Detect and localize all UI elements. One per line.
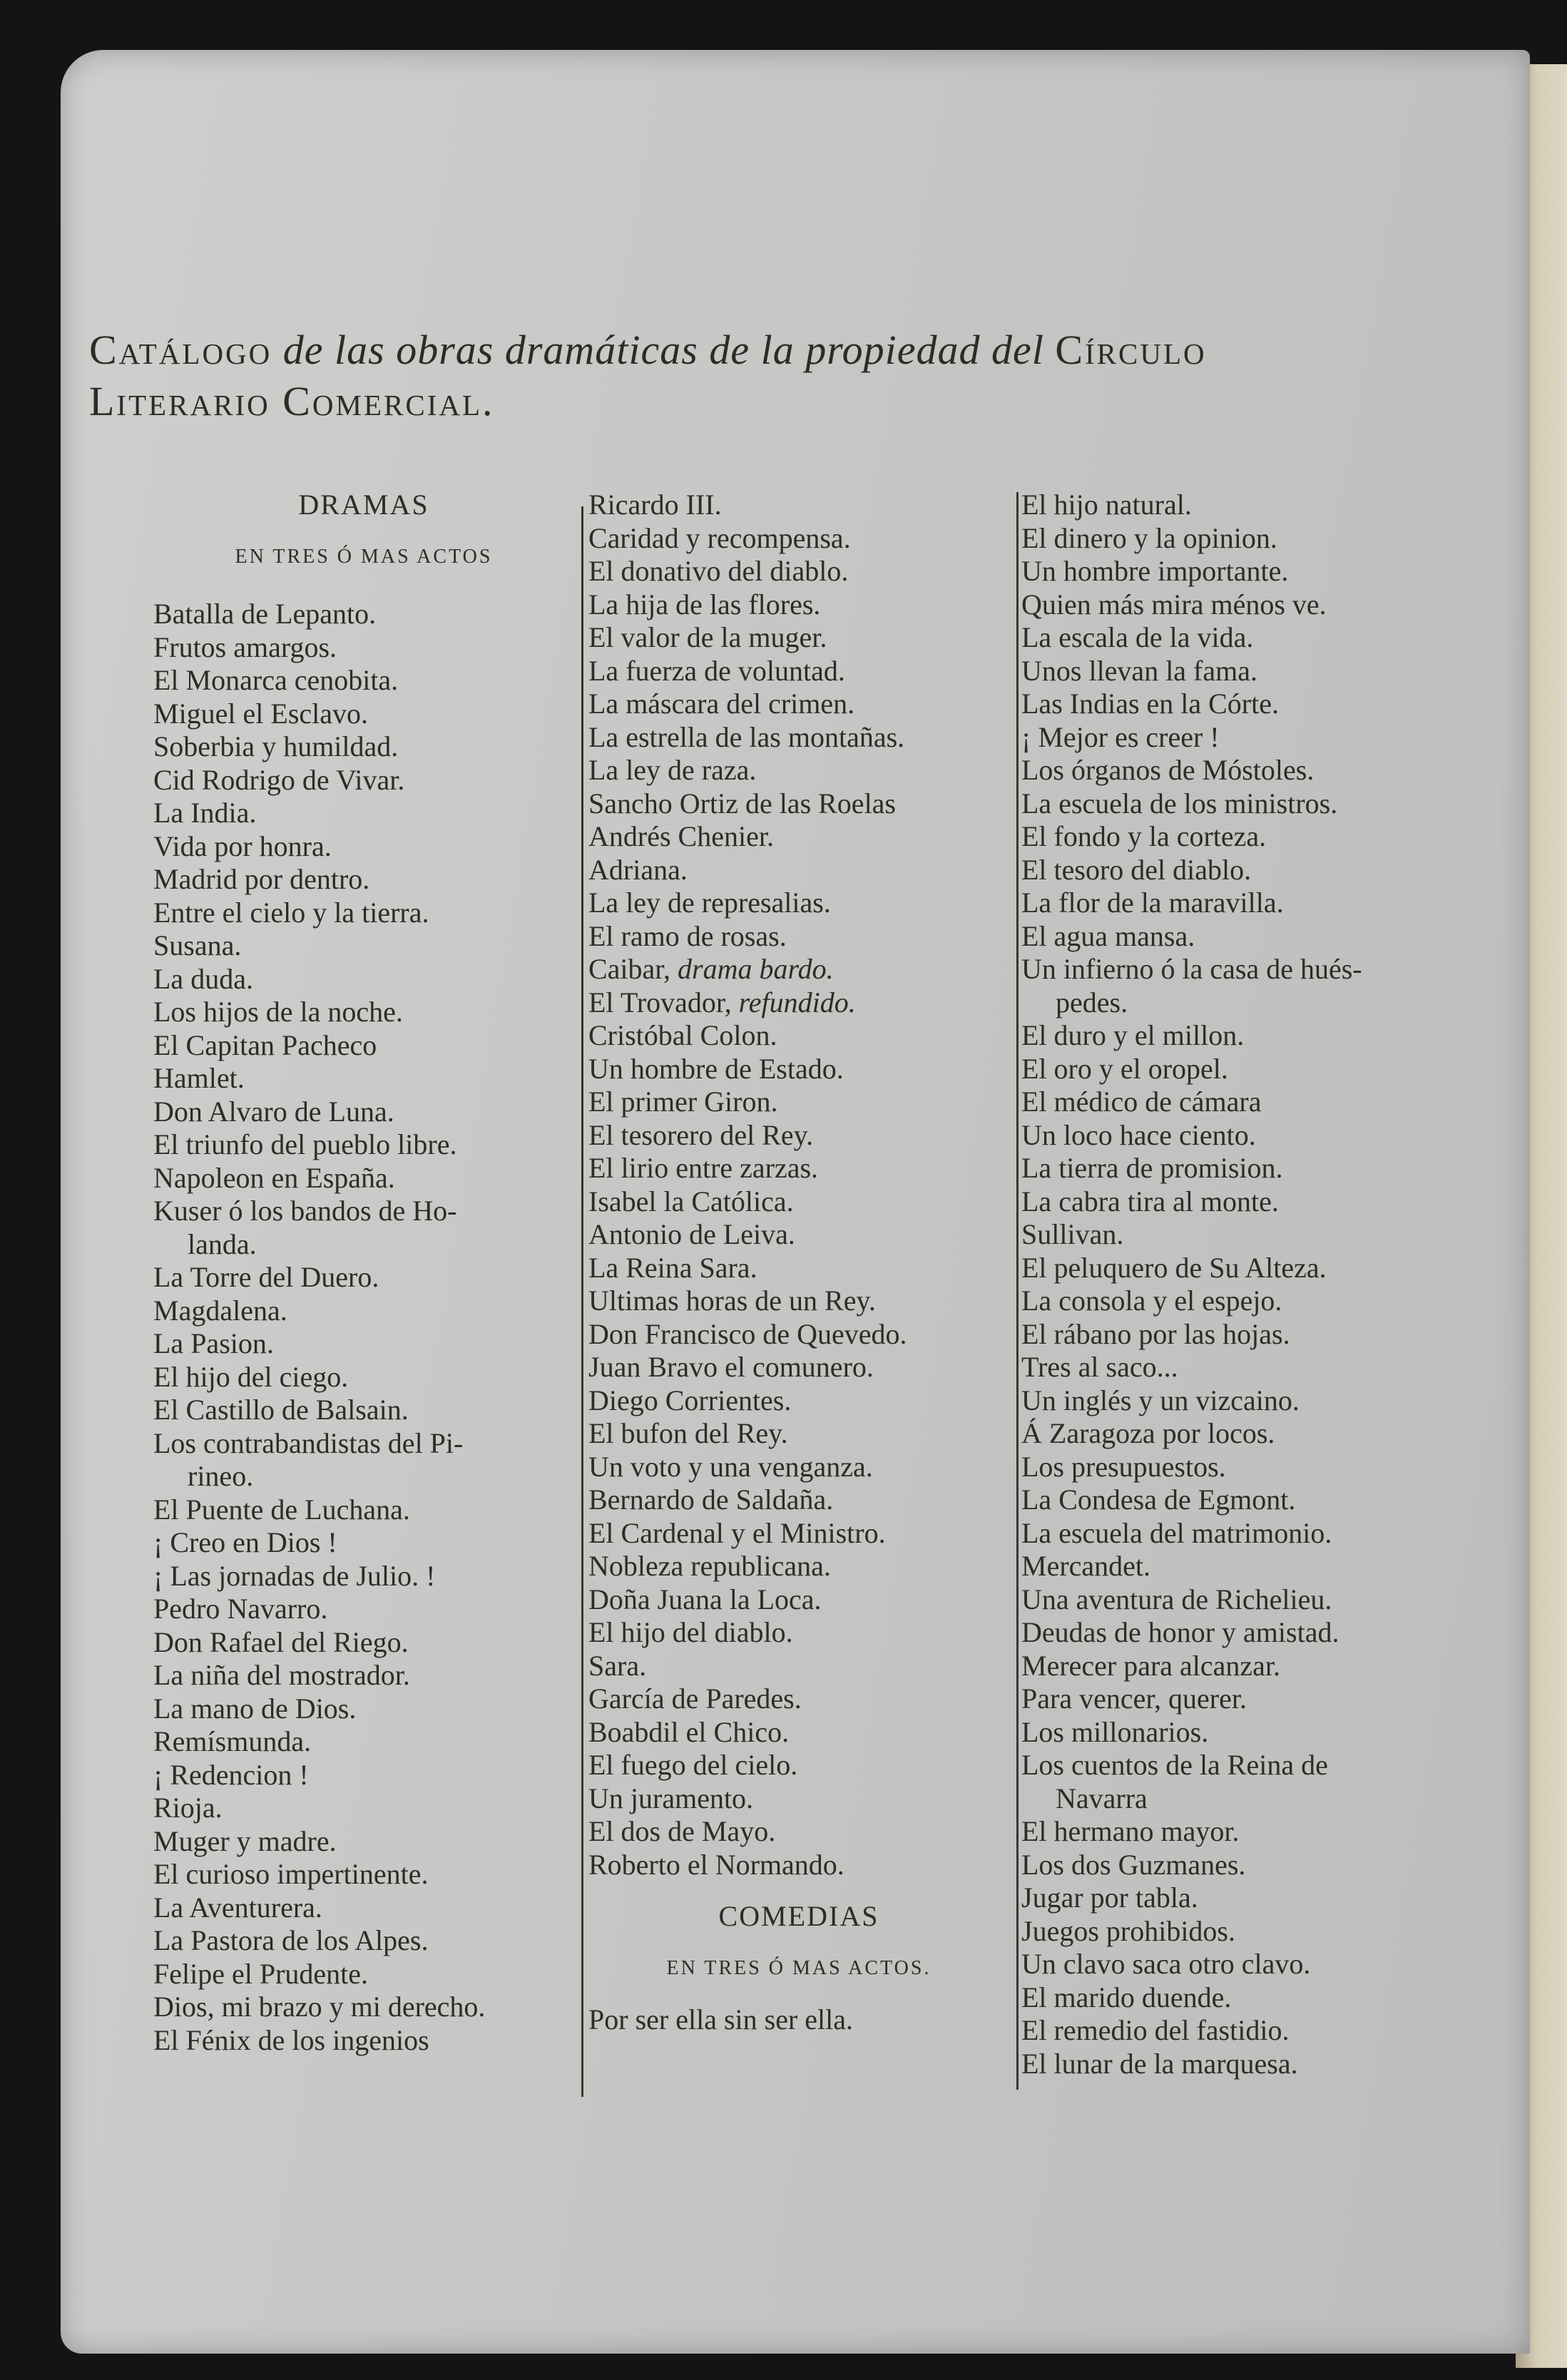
list-item: La Aventurera. xyxy=(153,1891,322,1924)
list-item: El tesoro del diablo. xyxy=(1021,853,1252,886)
list-item: Tres al saco... xyxy=(1021,1351,1178,1383)
list-item: Por ser ella sin ser ella. xyxy=(588,2003,853,2036)
section-subheading-dramas: EN TRES Ó MAS ACTOS xyxy=(235,545,493,568)
list-item: Napoleon en España. xyxy=(153,1161,395,1194)
list-item: El marido duende. xyxy=(1021,1981,1232,2013)
list-item: Don Alvaro de Luna. xyxy=(153,1095,394,1128)
list-item: Quien más mira ménos ve. xyxy=(1021,588,1327,620)
list-item: El Fénix de los ingenios xyxy=(153,2023,429,2056)
list-item: El ramo de rosas. xyxy=(588,919,787,952)
list-item: La fuerza de voluntad. xyxy=(588,654,845,687)
list-item: Caridad y recompensa. xyxy=(588,521,851,554)
list-item: El remedio del fastidio. xyxy=(1021,2014,1290,2046)
list-item: Ricardo III. xyxy=(588,489,722,521)
list-item: Los órganos de Móstoles. xyxy=(1021,754,1315,786)
list-item: El Cardenal y el Ministro. xyxy=(588,1516,886,1549)
list-item: El curioso impertinente. xyxy=(153,1858,429,1890)
list-item: ¡ Las jornadas de Julio. ! xyxy=(153,1559,436,1592)
list-item: La Reina Sara. xyxy=(588,1251,757,1284)
list-item: Bernardo de Saldaña. xyxy=(588,1483,834,1516)
list-item: La estrella de las montañas. xyxy=(588,720,905,753)
list-item: Las Indias en la Córte. xyxy=(1021,688,1279,720)
list-item: La niña del mostrador. xyxy=(153,1659,410,1691)
catalog-title xyxy=(89,325,1480,427)
right-list xyxy=(1021,489,1492,2080)
list-item: La duda. xyxy=(153,962,253,995)
list-item: Jugar por tabla. xyxy=(1021,1881,1198,1914)
list-item: Para vencer, querer. xyxy=(1021,1682,1247,1715)
list-item: Adriana. xyxy=(588,853,688,886)
list-item: Un hombre importante. xyxy=(1021,555,1289,587)
list-item: El valor de la muger. xyxy=(588,621,827,653)
list-item: Nobleza republicana. xyxy=(588,1550,831,1582)
list-item: El donativo del diablo. xyxy=(588,555,849,587)
list-item: pedes. xyxy=(1056,986,1128,1018)
section-heading-comedias: COMEDIAS xyxy=(718,1900,879,1932)
list-item: El médico de cámara xyxy=(1021,1086,1262,1118)
list-item: La consola y el espejo. xyxy=(1021,1285,1282,1317)
list-item: La ley de raza. xyxy=(588,754,757,786)
list-item: Los contrabandistas del Pi- xyxy=(153,1426,464,1459)
list-item: La Pastora de los Alpes. xyxy=(153,1924,429,1956)
section-subheading-comedias: EN TRES Ó MAS ACTOS. xyxy=(666,1956,931,1979)
list-item: El lunar de la marquesa. xyxy=(1021,2047,1298,2080)
list-item: La India. xyxy=(153,797,257,829)
list-item: El hijo natural. xyxy=(1021,489,1192,521)
list-item: Juan Bravo el comunero. xyxy=(588,1351,874,1383)
list-item: Ultimas horas de un Rey. xyxy=(588,1285,876,1317)
list-item: La Condesa de Egmont. xyxy=(1021,1483,1296,1516)
list-item: Roberto el Normando. xyxy=(588,1848,844,1881)
list-item: Un juramento. xyxy=(588,1782,754,1814)
list-item: Un voto y una venganza. xyxy=(588,1450,873,1483)
list-item: Cristóbal Colon. xyxy=(588,1019,777,1051)
title-word-circulo: Círculo xyxy=(1055,327,1207,373)
list-item: El Puente de Luchana. xyxy=(153,1493,410,1526)
list-item: Los dos Guzmanes. xyxy=(1021,1848,1246,1881)
title-middle: de las obras dramáticas de la propiedad del xyxy=(282,327,1044,373)
list-item: El dos de Mayo. xyxy=(588,1815,776,1847)
list-item: Vida por honra. xyxy=(153,829,332,862)
list-item: Isabel la Católica. xyxy=(588,1185,794,1217)
list-item: Sara. xyxy=(588,1649,647,1682)
dramas-list xyxy=(153,598,574,2057)
list-item: Dios, mi brazo y mi derecho. xyxy=(153,1991,486,2023)
list-item: El fondo y la corteza. xyxy=(1021,820,1267,852)
list-item: Merecer para alcanzar. xyxy=(1021,1649,1281,1682)
list-item: La cabra tira al monte. xyxy=(1021,1185,1279,1217)
list-item: Un infierno ó la casa de hués- xyxy=(1021,953,1362,985)
list-item: Madrid por dentro. xyxy=(153,863,370,895)
list-item: El Trovador, refundido. xyxy=(588,986,856,1018)
list-item: La mano de Dios. xyxy=(153,1692,357,1725)
list-item: El hijo del ciego. xyxy=(153,1360,349,1393)
list-item: La hija de las flores. xyxy=(588,588,821,620)
list-item: Los cuentos de la Reina de xyxy=(1021,1749,1328,1781)
list-item: Miguel el Esclavo. xyxy=(153,697,369,730)
list-item: Pedro Navarro. xyxy=(153,1593,328,1625)
list-item: Boabdil el Chico. xyxy=(588,1715,790,1748)
list-item: El duro y el millon. xyxy=(1021,1019,1245,1051)
list-item: La máscara del crimen. xyxy=(588,688,855,720)
list-item: Un inglés y un vizcaino. xyxy=(1021,1384,1300,1416)
middle-list-continued xyxy=(588,1019,1009,1881)
list-item: Unos llevan la fama. xyxy=(1021,654,1257,687)
list-item: Un clavo saca otro clavo. xyxy=(1021,1948,1311,1980)
list-item: El agua mansa. xyxy=(1021,919,1195,952)
list-item: El hermano mayor. xyxy=(1021,1815,1240,1847)
list-item: Don Rafael del Riego. xyxy=(153,1625,409,1658)
column-rule-right xyxy=(1016,492,1019,2090)
list-item: Don Francisco de Quevedo. xyxy=(588,1317,907,1350)
list-item: La tierra de promision. xyxy=(1021,1152,1283,1184)
list-item: Frutos amargos. xyxy=(153,630,337,663)
list-item: Á Zaragoza por locos. xyxy=(1021,1417,1275,1449)
list-item: La Torre del Duero. xyxy=(153,1261,379,1293)
list-item: Kuser ó los bandos de Ho- xyxy=(153,1195,457,1227)
list-item: El peluquero de Su Alteza. xyxy=(1021,1251,1327,1284)
title-line-2: Literario Comercial. xyxy=(89,378,495,424)
list-item: Magdalena. xyxy=(153,1294,287,1327)
list-item: Entre el cielo y la tierra. xyxy=(153,896,429,929)
list-item: Un hombre de Estado. xyxy=(588,1052,844,1085)
column-middle xyxy=(588,489,1009,2037)
column-dramas xyxy=(153,489,574,2057)
list-item: Los millonarios. xyxy=(1021,1715,1209,1748)
list-item: Sancho Ortiz de las Roelas xyxy=(588,787,896,819)
title-word-catalogo: Catálogo xyxy=(89,327,272,373)
list-item: Una aventura de Richelieu. xyxy=(1021,1583,1332,1615)
list-item: Un loco hace ciento. xyxy=(1021,1118,1256,1151)
list-item: Susana. xyxy=(153,929,242,961)
list-item: Mercandet. xyxy=(1021,1550,1151,1582)
list-item: landa. xyxy=(188,1227,257,1260)
column-rule-left xyxy=(581,506,583,2097)
list-item: El Capitan Pacheco xyxy=(153,1028,377,1061)
list-item: El tesorero del Rey. xyxy=(588,1118,814,1151)
middle-list xyxy=(588,489,1009,953)
list-item: García de Paredes. xyxy=(588,1682,802,1715)
list-item: Rioja. xyxy=(153,1792,223,1824)
section-heading-dramas: DRAMAS xyxy=(298,489,429,521)
list-item: La escuela de los ministros. xyxy=(1021,787,1338,819)
list-item: La flor de la maravilla. xyxy=(1021,887,1284,919)
list-item: Sullivan. xyxy=(1021,1218,1124,1250)
list-item: ¡ Creo en Dios ! xyxy=(153,1526,337,1558)
list-item: La escala de la vida. xyxy=(1021,621,1254,653)
list-item: Remísmunda. xyxy=(153,1725,312,1757)
list-item: Deudas de honor y amistad. xyxy=(1021,1616,1339,1648)
list-item: El primer Giron. xyxy=(588,1086,778,1118)
column-right xyxy=(1021,489,1492,2080)
list-item: Juegos prohibidos. xyxy=(1021,1914,1235,1947)
list-item: Andrés Chenier. xyxy=(588,820,774,852)
list-item: Los presupuestos. xyxy=(1021,1450,1226,1483)
list-item: Caibar, drama bardo. xyxy=(588,953,834,985)
list-item: Diego Corrientes. xyxy=(588,1384,792,1416)
list-item: La Pasion. xyxy=(153,1327,274,1359)
list-item: Muger y madre. xyxy=(153,1824,337,1857)
list-item: La escuela del matrimonio. xyxy=(1021,1516,1332,1549)
list-item: El hijo del diablo. xyxy=(588,1616,793,1648)
list-item: Soberbia y humildad. xyxy=(153,730,399,762)
list-item: Doña Juana la Loca. xyxy=(588,1583,822,1615)
list-item: El Castillo de Balsain. xyxy=(153,1394,409,1426)
list-item: ¡ Redencion ! xyxy=(153,1758,309,1791)
list-item: El fuego del cielo. xyxy=(588,1749,798,1781)
list-item: Batalla de Lepanto. xyxy=(153,598,377,630)
list-item: Cid Rodrigo de Vivar. xyxy=(153,763,405,796)
list-item: Antonio de Leiva. xyxy=(588,1218,795,1250)
list-item: El dinero y la opinion. xyxy=(1021,521,1277,554)
list-item: Felipe el Prudente. xyxy=(153,1957,369,1990)
list-item: El rábano por las hojas. xyxy=(1021,1317,1290,1350)
list-item: La ley de represalias. xyxy=(588,887,831,919)
list-item: ¡ Mejor es creer ! xyxy=(1021,720,1220,753)
list-item: Hamlet. xyxy=(153,1062,245,1094)
list-item: El oro y el oropel. xyxy=(1021,1052,1228,1085)
list-item: Navarra xyxy=(1056,1782,1148,1814)
list-item: rineo. xyxy=(188,1460,254,1492)
list-item: El lirio entre zarzas. xyxy=(588,1152,819,1184)
list-item: El triunfo del pueblo libre. xyxy=(153,1128,457,1160)
list-item: Los hijos de la noche. xyxy=(153,996,403,1028)
list-item: El Monarca cenobita. xyxy=(153,664,399,696)
list-item: El bufon del Rey. xyxy=(588,1417,788,1449)
